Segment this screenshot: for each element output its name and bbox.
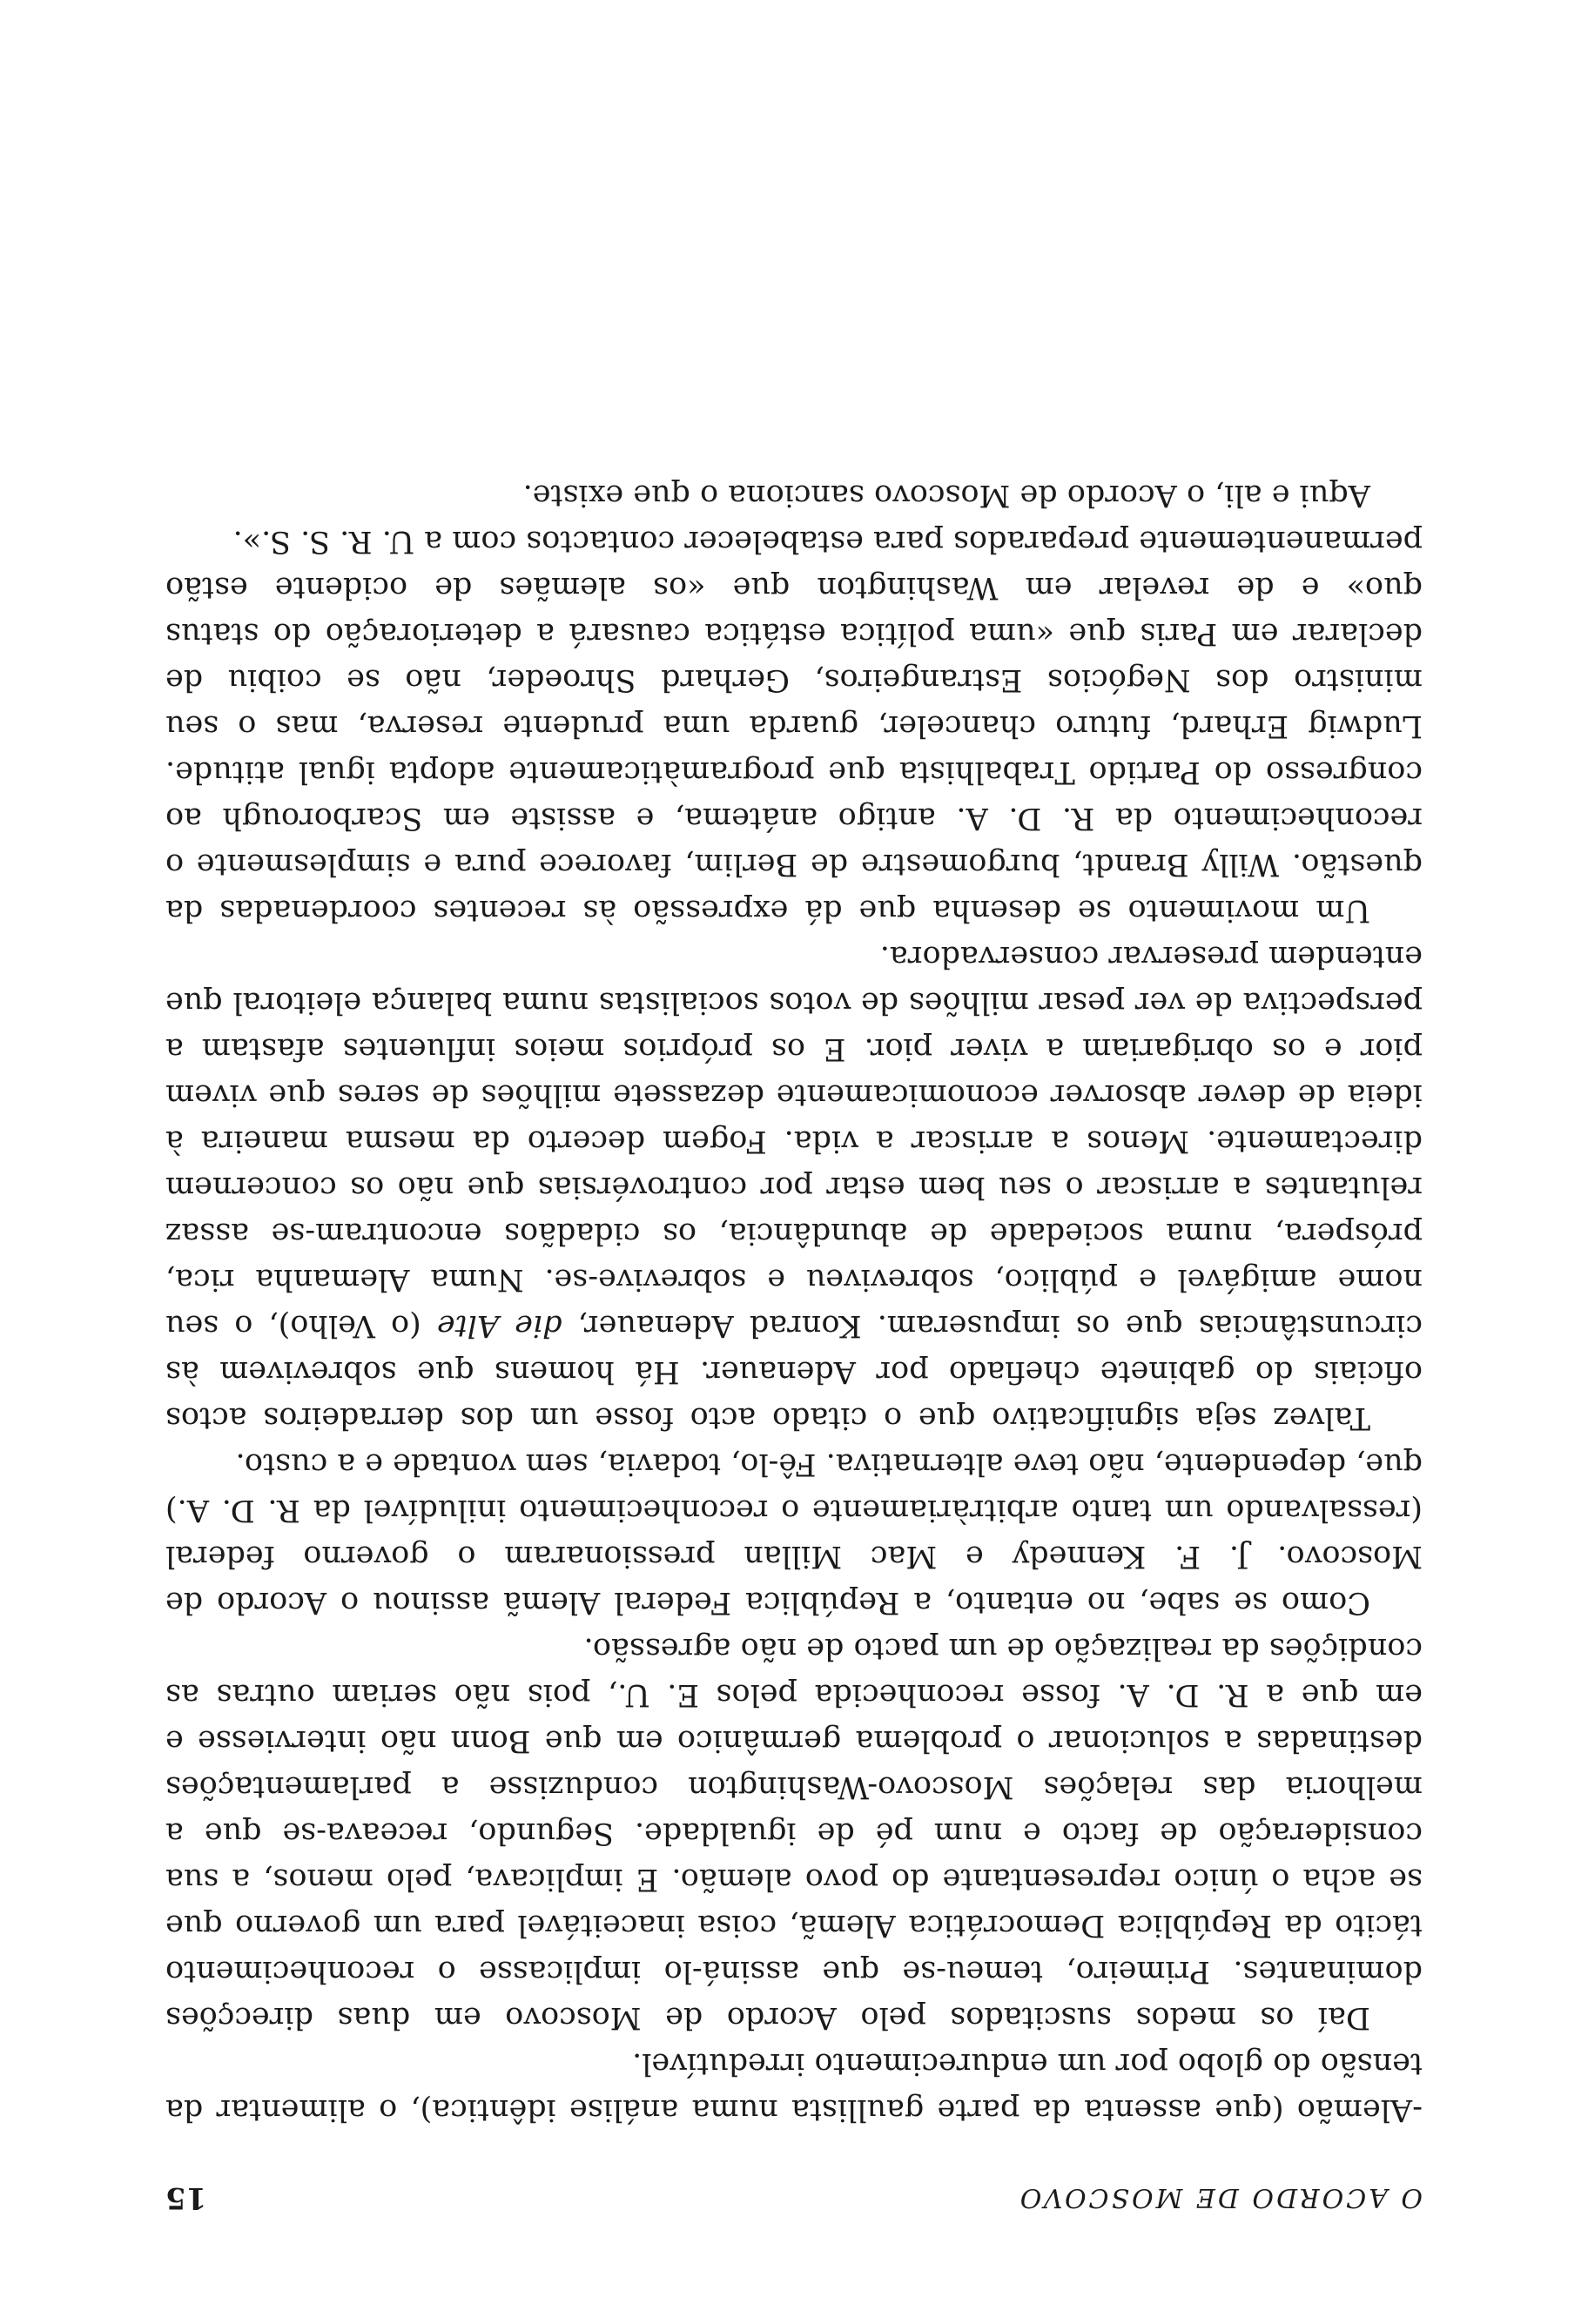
page-number: 15 [165,2180,207,2215]
paragraph-3: Como se sabe, no entanto, a República Federal Alemã assinou o Acordo de Moscovo. J. F. Kennedy e Mac Millan pressionaram o governo federal (ressalvando um tanto arbitràriamente o reconhecimento iniludível da R. D. A.) que, dependente, não teve alternativa. Fê-lo, todavia, sem vontade e a custo. [165,1447,1423,1620]
running-title: O ACORDO DE MOSCOVO [1017,2182,1423,2213]
paragraph-4 [165,933,1423,1441]
paragraph-1: -Alemão (que assenta da parte gaullista numa análise idêntica), o alimentar da tensão do globo por um endurecimento irredutível. [165,2046,1423,2127]
paragraph-6: Aqui e ali, o Acordo de Moscovo sanciona o que existe. [522,478,1370,513]
running-head [165,2176,1423,2220]
paragraph-4-continuation: (o Velho), o seu nome amigável e público, sobreviveu e sobrevive-se. Numa Alemanha rica, próspera, numa sociedade de abundância, os cidadãos encontram-se assaz relutantes a arriscar o seu bem estar por controvérsias que não os concernem directamente. Menos a arriscar a vida. Fogem decerto da mesma maneira à ideia de dever absorver economicamente dezassete milhões de seres que vivem pior e os obrigariam a viver pior. E os próprios meios influentes afastam a perspectiva de ver pesar milhões de votos socialistas numa balança eleitoral que entendem preservar conservadora. [165,939,1423,1343]
italic-phrase: die Alte [436,1308,562,1343]
body-text [165,472,1423,2133]
paragraph-5: Um movimento se desenha que dá expressão às recentes coordenadas da questão. Willy Brandt, burgomestre de Berlim, favorece pura e simplesmente o reconhecimento da R. D. A. antigo anátema, e assiste em Scarborough ao congresso do Partido Trabalhista que programàticamente adopta igual atitude. Ludwig Erhard, futuro chanceler, guarda uma prudente reserva, mas o seu ministro dos Negócios Estrangeiros, Gerhard Shroeder, não se coibiu de declarar em Paris que «uma política estática causará a deterioração do status quo» e de revelar em Washington que «os alemães de ocidente estão permanentemente preparados para estabelecer contactos com a U. R. S. S.». [165,524,1423,928]
paragraph-4-text: Talvez seja significativo que o citado acto fosse um dos derradeiros actos oficiais do gabinete chefiado por Adenauer. Há homens que sobrevivem às circunstâncias que os impuseram. Konrad Adenauer, [165,1308,1423,1435]
paragraph-2: Daí os medos suscitados pelo Acordo de Moscovo em duas direcções dominantes. Primeiro, temeu-se que assiná-lo implicasse o reconhecimento tácito da República Democrática Alemã, coisa inaceitável para um governo que se acha o único representante do povo alemão. E implicava, pelo menos, a sua consideração de facto e num pé de igualdade. Segundo, receava-se que a melhoria das relações Moscovo-Washington conduzisse a parlamentações destinadas a solucionar o problema germânico em que Bonn não interviesse e em que a R. D. A. fosse reconhecida pelos E. U., pois não seriam outras as condições da realização de um pacto de não agressão. [165,1631,1423,2035]
